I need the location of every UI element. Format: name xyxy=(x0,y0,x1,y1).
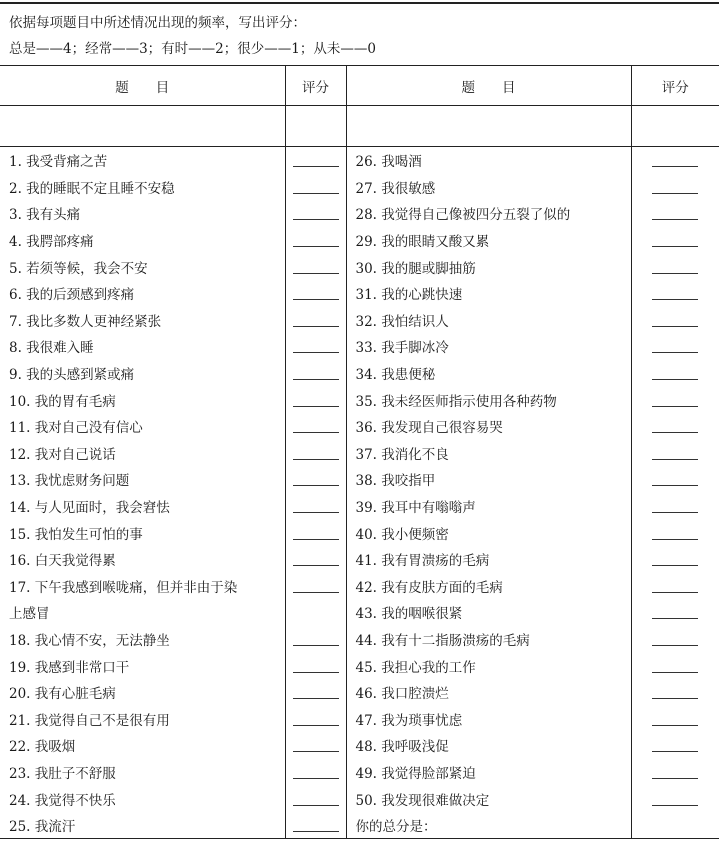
score-blank[interactable] xyxy=(293,499,339,513)
score-cell-right xyxy=(631,360,719,387)
item-text-right: 32. 我怕结识人 xyxy=(346,307,631,334)
score-blank[interactable] xyxy=(293,632,339,646)
score-blank[interactable] xyxy=(293,659,339,673)
score-blank[interactable] xyxy=(293,366,339,380)
item-text-right: 44. 我有十二指肠溃疡的毛病 xyxy=(346,626,631,653)
item-text-left: 10. 我的胃有毛病 xyxy=(9,393,116,410)
score-blank[interactable] xyxy=(293,339,339,353)
score-cell-right xyxy=(631,493,719,520)
score-blank[interactable] xyxy=(652,499,698,513)
item-text-right: 47. 我为琐事忧虑 xyxy=(346,705,631,732)
table-row xyxy=(0,147,719,174)
table-row xyxy=(0,785,719,812)
item-text-right: 你的总分是： xyxy=(346,812,631,839)
item-text-right: 29. 我的眼睛又酸又累 xyxy=(346,227,631,254)
score-blank[interactable] xyxy=(293,286,339,300)
questionnaire-table xyxy=(0,65,719,839)
score-blank[interactable] xyxy=(293,818,339,832)
score-cell-left xyxy=(285,679,346,706)
score-cell-left xyxy=(285,227,346,254)
item-text-right: 38. 我咬指甲 xyxy=(346,466,631,493)
item-text-right: 42. 我有皮肤方面的毛病 xyxy=(346,573,631,600)
item-text-left: 19. 我感到非常口干 xyxy=(9,659,130,676)
table-row xyxy=(0,493,719,520)
table-row xyxy=(0,679,719,706)
item-text-left: 22. 我吸烟 xyxy=(9,739,76,756)
item-text-right: 37. 我消化不良 xyxy=(346,440,631,467)
item-text-left: 15. 我怕发生可怕的事 xyxy=(9,526,143,543)
score-cell-left xyxy=(285,759,346,786)
score-cell-right xyxy=(631,652,719,679)
table-row xyxy=(0,307,719,334)
score-blank[interactable] xyxy=(293,393,339,407)
score-blank[interactable] xyxy=(652,393,698,407)
table-row xyxy=(0,386,719,413)
score-blank[interactable] xyxy=(652,552,698,566)
table-row xyxy=(0,174,719,201)
score-cell-left xyxy=(285,253,346,280)
header-score-right: 评分 xyxy=(631,66,719,106)
item-text-left: 23. 我肚子不舒服 xyxy=(9,765,116,782)
score-blank[interactable] xyxy=(293,419,339,433)
score-cell-left xyxy=(285,599,346,626)
score-blank[interactable] xyxy=(652,526,698,540)
score-blank[interactable] xyxy=(652,233,698,247)
item-text-right: 46. 我口腔溃烂 xyxy=(346,679,631,706)
table-row xyxy=(0,280,719,307)
score-blank[interactable] xyxy=(652,632,698,646)
score-blank[interactable] xyxy=(293,260,339,274)
item-text-right: 48. 我呼吸浅促 xyxy=(346,732,631,759)
score-cell-left xyxy=(285,413,346,440)
score-blank[interactable] xyxy=(652,153,698,167)
score-cell-right xyxy=(631,174,719,201)
item-text-left: 18. 我心情不安，无法静坐 xyxy=(9,632,170,649)
item-text-left: 17. 下午我感到喉咙痛，但并非由于染 xyxy=(9,579,238,596)
instruction-line-2: 总是——4；经常——3；有时——2；很少——1；从未——0 xyxy=(9,41,376,57)
score-cell-left xyxy=(285,493,346,520)
score-cell-right xyxy=(631,227,719,254)
item-text-right: 36. 我发现自己很容易哭 xyxy=(346,413,631,440)
score-blank[interactable] xyxy=(652,366,698,380)
item-text-left: 24. 我觉得不快乐 xyxy=(9,792,116,809)
score-cell-right xyxy=(631,333,719,360)
score-blank[interactable] xyxy=(652,419,698,433)
table-row xyxy=(0,440,719,467)
score-cell-left xyxy=(285,307,346,334)
score-cell-left xyxy=(285,440,346,467)
item-text-left: 16. 白天我觉得累 xyxy=(9,553,116,570)
score-cell-right xyxy=(631,413,719,440)
table-row xyxy=(0,599,719,626)
score-blank[interactable] xyxy=(652,685,698,699)
item-text-left: 4. 我腭部疼痛 xyxy=(9,234,94,251)
score-blank[interactable] xyxy=(652,446,698,460)
table-row xyxy=(0,652,719,679)
item-text-left: 9. 我的头感到紧或痛 xyxy=(9,367,135,384)
score-cell-left xyxy=(285,785,346,812)
item-text-left: 6. 我的后颈感到疼痛 xyxy=(9,287,135,304)
table-row xyxy=(0,253,719,280)
score-blank[interactable] xyxy=(293,206,339,220)
score-cell-left xyxy=(285,280,346,307)
item-text-left: 11. 我对自己没有信心 xyxy=(9,420,143,437)
table-row xyxy=(0,227,719,254)
header-item-left: 题 目 xyxy=(0,66,285,106)
score-blank[interactable] xyxy=(652,712,698,726)
score-cell-left xyxy=(285,812,346,839)
table-row xyxy=(0,466,719,493)
score-cell-left xyxy=(285,333,346,360)
item-text-left: 5. 若须等候，我会不安 xyxy=(9,260,148,277)
table-row xyxy=(0,333,719,360)
score-cell-right xyxy=(631,440,719,467)
score-cell-right xyxy=(631,599,719,626)
score-cell-right xyxy=(631,546,719,573)
score-cell-right xyxy=(631,759,719,786)
table-row xyxy=(0,812,719,839)
item-text-right: 49. 我觉得脸部紧迫 xyxy=(346,759,631,786)
score-cell-right xyxy=(631,626,719,653)
score-blank[interactable] xyxy=(652,313,698,327)
item-text-right: 26. 我喝酒 xyxy=(346,147,631,174)
item-text-right: 31. 我的心跳快速 xyxy=(346,280,631,307)
item-text-left: 2. 我的睡眠不定且睡不安稳 xyxy=(9,180,175,197)
score-blank[interactable] xyxy=(652,659,698,673)
item-text-left: 14. 与人见面时，我会窘怯 xyxy=(9,500,170,517)
table-row xyxy=(0,546,719,573)
spacer-row xyxy=(0,106,719,147)
score-cell-left xyxy=(285,200,346,227)
table-row xyxy=(0,360,719,387)
score-cell-left xyxy=(285,652,346,679)
score-blank[interactable] xyxy=(652,260,698,274)
score-cell-right xyxy=(631,466,719,493)
score-cell-left xyxy=(285,705,346,732)
top-rule xyxy=(0,2,719,4)
score-cell-left xyxy=(285,386,346,413)
item-text-left: 上感冒 xyxy=(9,606,50,623)
score-blank[interactable] xyxy=(652,738,698,752)
item-text-right: 28. 我觉得自己像被四分五裂了似的 xyxy=(346,200,631,227)
header-row xyxy=(0,66,719,106)
score-cell-right xyxy=(631,147,719,174)
item-text-left: 13. 我忧虑财务问题 xyxy=(9,473,130,490)
score-cell-right xyxy=(631,785,719,812)
score-blank[interactable] xyxy=(293,446,339,460)
score-blank[interactable] xyxy=(652,339,698,353)
item-text-left: 25. 我流汗 xyxy=(0,812,285,839)
score-blank[interactable] xyxy=(293,233,339,247)
score-blank[interactable] xyxy=(652,180,698,194)
item-text-left: 8. 我很难入睡 xyxy=(9,340,94,357)
header-score-left: 评分 xyxy=(285,66,346,106)
item-text-right: 35. 我未经医师指示使用各种药物 xyxy=(346,386,631,413)
score-cell-left xyxy=(285,626,346,653)
score-blank[interactable] xyxy=(293,765,339,779)
score-cell-right xyxy=(631,519,719,546)
score-blank[interactable] xyxy=(293,738,339,752)
score-cell-right xyxy=(631,679,719,706)
header-item-right: 题 目 xyxy=(346,66,631,106)
score-blank[interactable] xyxy=(293,153,339,167)
score-cell-right xyxy=(631,253,719,280)
score-blank[interactable] xyxy=(652,579,698,593)
score-cell-right xyxy=(631,280,719,307)
score-cell-left xyxy=(285,147,346,174)
score-cell-left xyxy=(285,573,346,600)
item-text-right: 41. 我有胃溃疡的毛病 xyxy=(346,546,631,573)
table-row xyxy=(0,705,719,732)
item-text-right: 34. 我患便秘 xyxy=(346,360,631,387)
score-cell-right xyxy=(631,200,719,227)
item-text-right: 50. 我发现很难做决定 xyxy=(346,785,631,812)
score-blank[interactable] xyxy=(293,579,339,593)
score-blank[interactable] xyxy=(293,552,339,566)
score-blank[interactable] xyxy=(293,180,339,194)
score-blank[interactable] xyxy=(652,206,698,220)
table-row xyxy=(0,626,719,653)
score-cell-left xyxy=(285,360,346,387)
instruction-line-1: 依据每项题目中所述情况出现的频率，写出评分： xyxy=(9,15,306,31)
item-text-left: 3. 我有头痛 xyxy=(9,207,81,224)
table-row xyxy=(0,200,719,227)
score-cell-left xyxy=(285,174,346,201)
score-cell-right xyxy=(631,573,719,600)
score-blank[interactable] xyxy=(293,526,339,540)
score-blank[interactable] xyxy=(652,605,698,619)
item-text-right: 43. 我的咽喉很紧 xyxy=(346,599,631,626)
item-text-left: 21. 我觉得自己不是很有用 xyxy=(9,712,170,729)
table-row xyxy=(0,519,719,546)
item-text-left: 7. 我比多数人更神经紧张 xyxy=(9,313,162,330)
score-blank[interactable] xyxy=(652,286,698,300)
score-blank[interactable] xyxy=(293,472,339,486)
score-blank[interactable] xyxy=(652,765,698,779)
item-text-right: 40. 我小便频密 xyxy=(346,519,631,546)
score-cell-left xyxy=(285,732,346,759)
item-text-right: 45. 我担心我的工作 xyxy=(346,652,631,679)
score-blank[interactable] xyxy=(293,685,339,699)
item-text-right: 27. 我很敏感 xyxy=(346,174,631,201)
item-text-left: 12. 我对自己说话 xyxy=(9,446,116,463)
score-blank[interactable] xyxy=(293,313,339,327)
table-row xyxy=(0,759,719,786)
item-text-left: 1. 我受背痛之苦 xyxy=(9,154,108,171)
score-cell-right xyxy=(631,386,719,413)
score-cell-left xyxy=(285,466,346,493)
score-blank[interactable] xyxy=(652,792,698,806)
item-text-right: 30. 我的腿或脚抽筋 xyxy=(346,253,631,280)
table-row xyxy=(0,413,719,440)
score-cell-right xyxy=(631,732,719,759)
score-cell-left xyxy=(285,546,346,573)
score-cell-left xyxy=(285,519,346,546)
item-text-left: 20. 我有心脏毛病 xyxy=(9,686,116,703)
table-row xyxy=(0,573,719,600)
score-blank[interactable] xyxy=(293,712,339,726)
score-cell-right xyxy=(631,705,719,732)
score-blank[interactable] xyxy=(293,792,339,806)
item-text-right: 33. 我手脚冰冷 xyxy=(346,333,631,360)
item-text-right: 39. 我耳中有嗡嗡声 xyxy=(346,493,631,520)
score-blank[interactable] xyxy=(652,472,698,486)
score-cell-right xyxy=(631,812,719,839)
table-row xyxy=(0,732,719,759)
score-cell-right xyxy=(631,307,719,334)
